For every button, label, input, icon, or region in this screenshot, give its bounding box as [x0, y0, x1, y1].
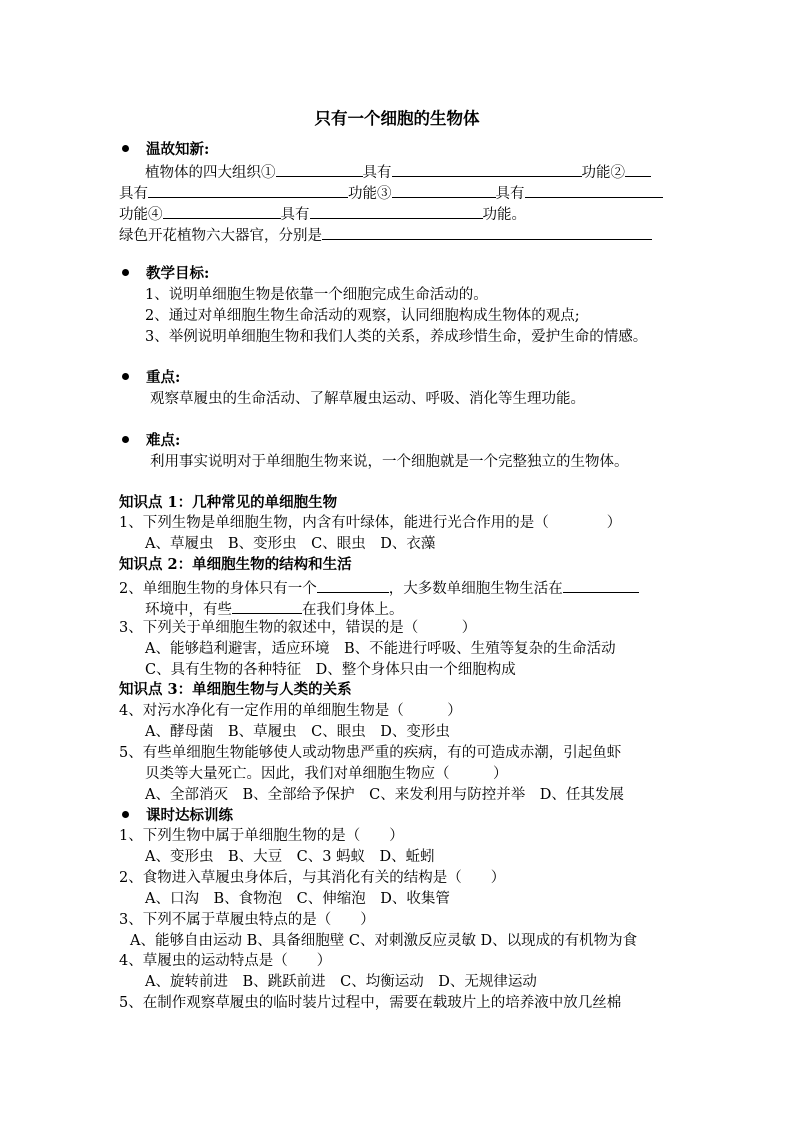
- goal-item: 1、说明单细胞生物是依靠一个细胞完成生命活动的。: [145, 287, 488, 303]
- fill-blank[interactable]: [276, 160, 363, 177]
- fill-blank[interactable]: [392, 181, 496, 198]
- question: 3、下列不属于草履虫特点的是（ ）: [119, 912, 375, 928]
- review-text: 植物体的四大组织①: [145, 165, 276, 181]
- question: 5、在制作观察草履虫的临时装片过程中，需要在载玻片上的培养液中放几丝棉: [119, 995, 622, 1011]
- difficult-heading-line: [119, 431, 679, 451]
- question: 3、下列关于单细胞生物的叙述中，错误的是（ ）: [119, 620, 477, 636]
- question: 5、有些单细胞生物能够使人或动物患严重的疾病，有的可造成赤潮，引起鱼虾: [119, 745, 622, 761]
- question-options: A、草履虫 B、变形虫 C、眼虫 D、衣藻: [145, 536, 436, 552]
- question-options: A、全部消灭 B、全部给予保护 C、来发利用与防控并举 D、任其发展: [145, 787, 624, 803]
- bullet-icon: [122, 145, 129, 152]
- training-heading: 课时达标训练: [146, 807, 233, 824]
- question-text: 2、单细胞生物的身体只有一个: [119, 581, 317, 597]
- question-options: A、口沟 B、食物泡 C、伸缩泡 D、收集管: [145, 891, 450, 907]
- review-line-4: [119, 223, 679, 243]
- question-options: A、旋转前进 B、跳跃前进 C、均衡运动 D、无规律运动: [145, 974, 537, 990]
- question-options: A、能够自由运动 B、具备细胞壁 C、对刺激反应灵敏 D、以现成的有机物为食: [130, 933, 638, 949]
- question-continued: 贝类等大量死亡。因此，我们对单细胞生物应（ ）: [145, 766, 508, 782]
- question-options: A、变形虫 B、大豆 C、3 蚂蚁 D、蚯蚓: [145, 849, 435, 865]
- fill-blank[interactable]: [392, 160, 582, 177]
- question: 1、下列生物中属于单细胞生物的是（ ）: [119, 828, 404, 844]
- key-text: 观察草履虫的生命活动、了解草履虫运动、呼吸、消化等生理功能。: [150, 391, 585, 407]
- kp1-heading: 知识点 1：几种常见的单细胞生物: [119, 494, 338, 511]
- review-text: 具有: [362, 165, 392, 181]
- question-continued: [145, 597, 705, 617]
- review-heading-line: [119, 140, 679, 160]
- review-text: 功能③: [348, 186, 392, 202]
- fill-blank[interactable]: [322, 223, 652, 240]
- difficult-text: 利用事实说明对于单细胞生物来说，一个细胞就是一个完整独立的生物体。: [150, 454, 629, 470]
- question-text: ，大多数单细胞生物生活在: [388, 581, 563, 597]
- goals-heading: 教学目标:: [146, 265, 210, 282]
- kp3-heading: 知识点 3：单细胞生物与人类的关系: [119, 681, 352, 698]
- review-text: 具有: [280, 207, 310, 223]
- bullet-icon: [122, 811, 129, 818]
- bullet-icon: [122, 436, 129, 443]
- goal-item: 2、通过对单细胞生物生命活动的观察，认同细胞构成生物体的观点;: [145, 308, 580, 324]
- review-text: 具有: [495, 186, 525, 202]
- review-text: 具有: [119, 186, 148, 202]
- fill-blank[interactable]: [232, 597, 302, 614]
- question-text: 环境中，有些: [145, 602, 232, 618]
- fill-blank[interactable]: [563, 576, 639, 593]
- page-title: 只有一个细胞的生物体: [314, 109, 480, 128]
- key-heading-line: [119, 368, 679, 388]
- goals-heading-line: [119, 264, 679, 284]
- question: 4、对污水净化有一定作用的单细胞生物是（ ）: [119, 703, 462, 719]
- review-text: 功能。: [482, 207, 526, 223]
- question-text: 在我们身体上。: [302, 602, 404, 618]
- question: [119, 576, 679, 596]
- question: 2、食物进入草履虫身体后，与其消化有关的结构是（ ）: [119, 870, 506, 886]
- key-heading: 重点:: [146, 369, 181, 386]
- question: 4、草履虫的运动特点是（ ）: [119, 953, 332, 969]
- review-line-2: [119, 181, 679, 201]
- question: 1、下列生物是单细胞生物，内含有叶绿体，能进行光合作用的是（ ）: [119, 515, 622, 531]
- difficult-heading: 难点:: [146, 432, 181, 449]
- review-text: 功能②: [581, 165, 625, 181]
- bullet-icon: [122, 373, 129, 380]
- goal-item: 3、举例说明单细胞生物和我们人类的关系，养成珍惜生命，爱护生命的情感。: [145, 329, 648, 345]
- kp2-heading: 知识点 2：单细胞生物的结构和生活: [119, 556, 352, 573]
- question-options: C、具有生物的各种特征 D、整个身体只由一个细胞构成: [145, 662, 516, 678]
- review-text: 功能④: [119, 207, 163, 223]
- bullet-icon: [122, 269, 129, 276]
- fill-blank[interactable]: [317, 576, 389, 593]
- review-text: 绿色开花植物六大器官，分别是: [119, 228, 322, 244]
- review-line-1: [145, 160, 705, 180]
- question-options: A、酵母菌 B、草履虫 C、眼虫 D、变形虫: [145, 724, 450, 740]
- question-options: A、能够趋利避害，适应环境 B、不能进行呼吸、生殖等复杂的生命活动: [145, 641, 616, 657]
- fill-blank[interactable]: [625, 160, 651, 177]
- fill-blank[interactable]: [525, 181, 663, 198]
- fill-blank[interactable]: [163, 202, 281, 219]
- review-heading: 温故知新:: [146, 141, 210, 158]
- fill-blank[interactable]: [310, 202, 483, 219]
- review-line-3: [119, 202, 679, 222]
- fill-blank[interactable]: [148, 181, 348, 198]
- training-heading-line: [119, 806, 679, 826]
